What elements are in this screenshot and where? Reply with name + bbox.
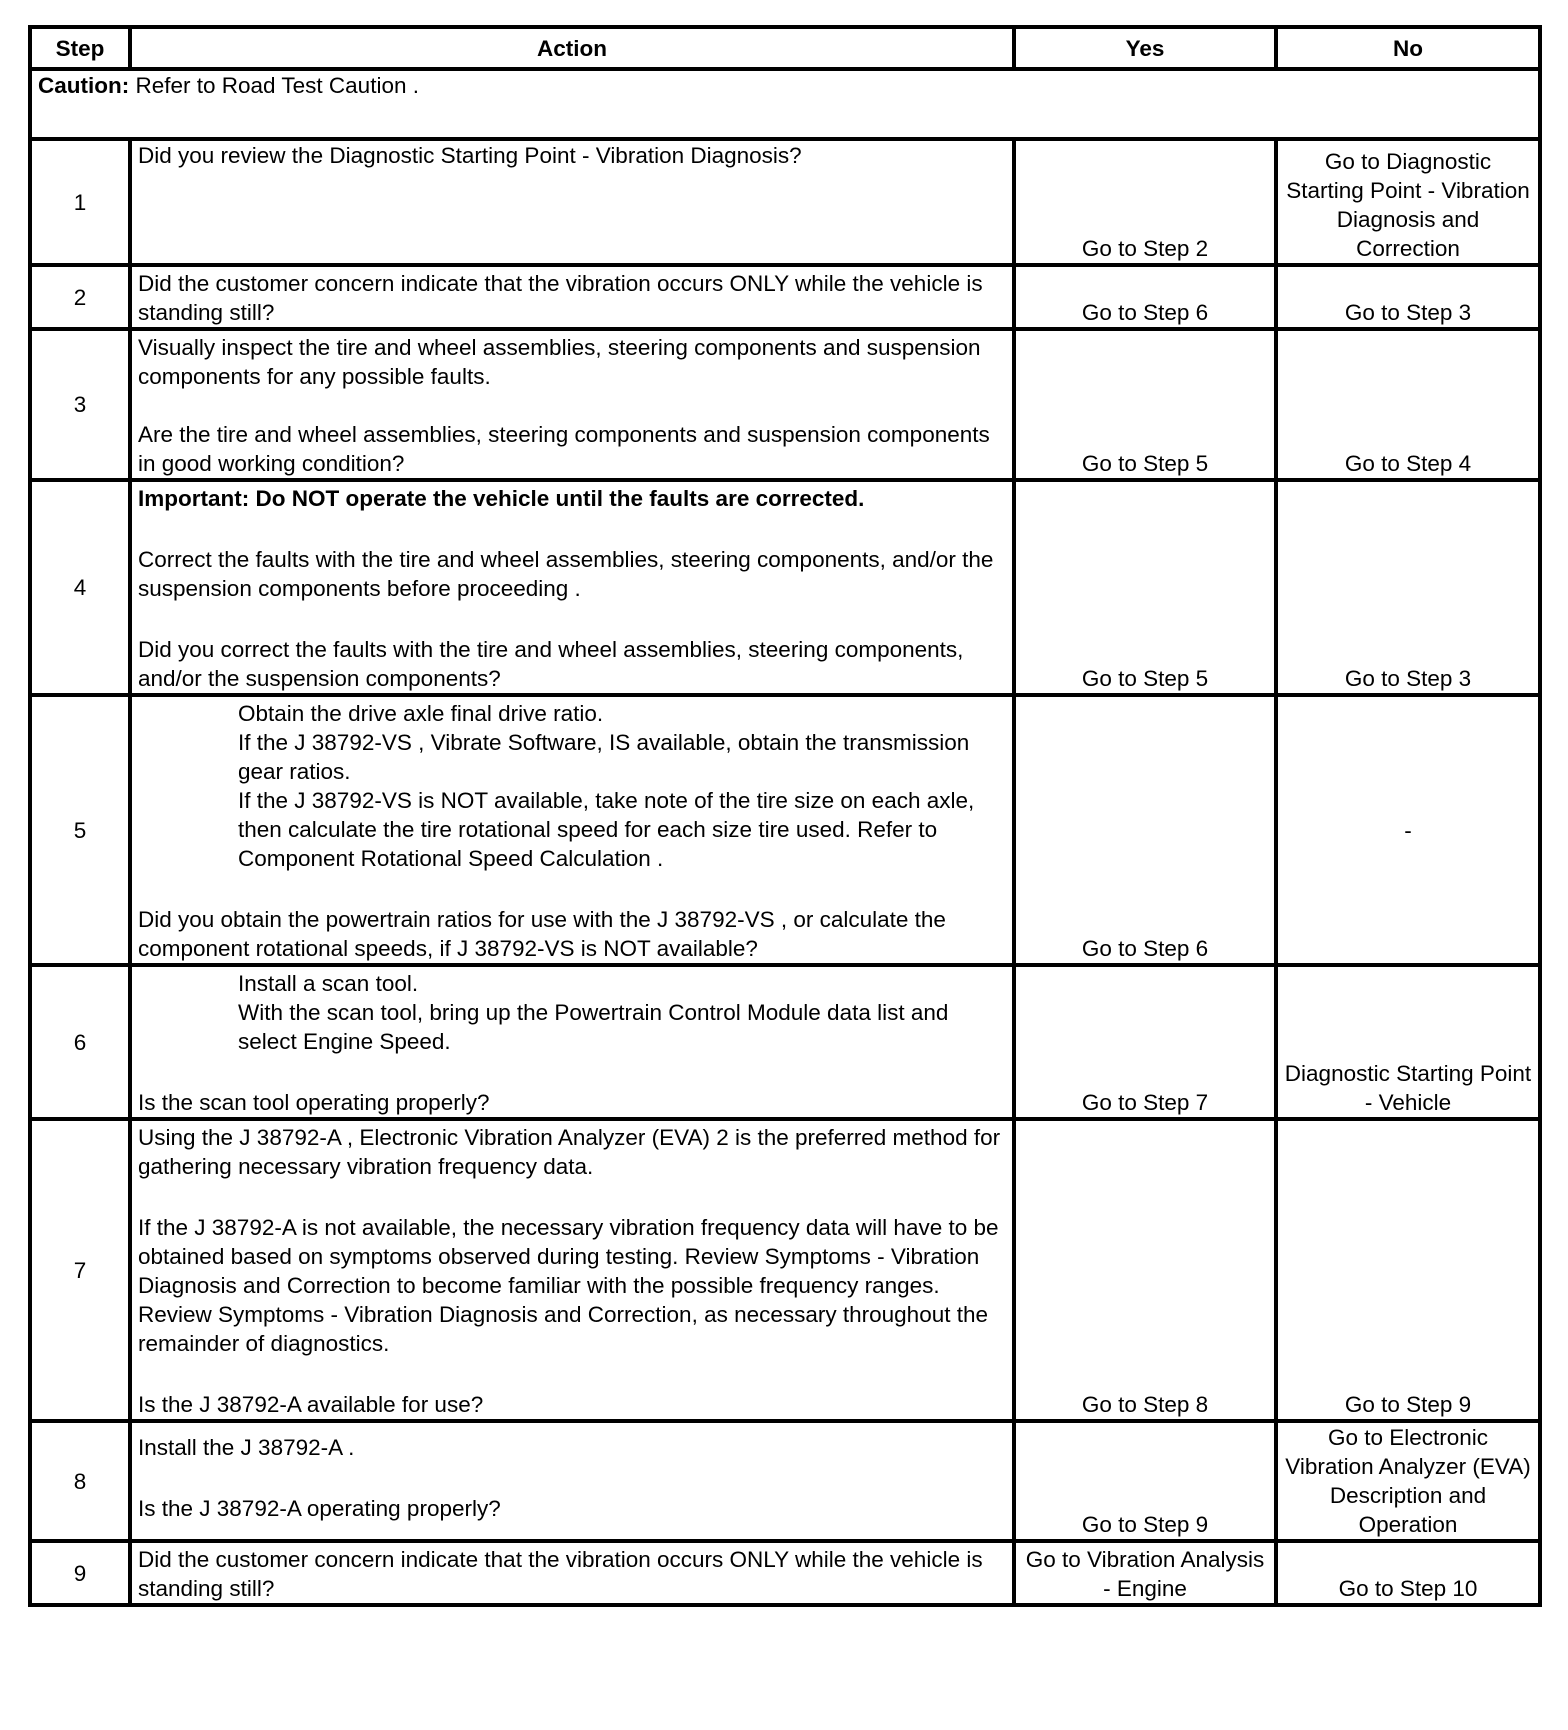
header-action: Action [130,27,1014,69]
caution-label: Caution: [38,73,130,98]
table-row [30,1119,1540,1421]
header-step: Step [30,27,130,69]
action-text: Correct the faults with the tire and wheel assemblies, steering components, and/or the suspension components before proceeding . [138,547,994,601]
caution-row [30,69,1540,139]
step-number: 3 [30,329,130,480]
no-cell: Diagnostic Starting Point - Vehicle [1276,965,1540,1119]
step-number: 1 [30,139,130,265]
yes-cell: Go to Step 8 [1014,1119,1276,1421]
no-cell: Go to Step 3 [1276,480,1540,695]
no-cell: - [1276,695,1540,965]
action-text: If the J 38792-A is not available, the necessary vibration frequency data will have to be obtained based on symptoms observed during testing. Review Symptoms - Vibration Diagnosis and Correction to become familiar with the possible frequency ranges. Review Symptoms - Vibration Diagnosis and Correction, as necessary throughout the remainder of diagnostics. [138,1215,999,1356]
action-cell [130,965,1014,1119]
list-item: Obtain the drive axle final drive ratio. [238,701,604,726]
caution-cell [30,69,1540,139]
action-cell [130,1119,1014,1421]
table-row [30,265,1540,329]
list-item: If the J 38792-VS is NOT available, take note of the tire size on each axle, then calculate the tire rotational speed for each size tire used. Refer to Component Rotational Speed Calculation . [238,788,975,871]
step-number: 5 [30,695,130,965]
table-row [30,1541,1540,1605]
yes-cell: Go to Step 5 [1014,480,1276,695]
no-cell: Go to Electronic Vibration Analyzer (EVA) Description and Operation [1276,1421,1540,1541]
no-cell: Go to Step 3 [1276,265,1540,329]
yes-cell: Go to Step 7 [1014,965,1276,1119]
action-cell [130,1421,1014,1541]
action-text: Using the J 38792-A , Electronic Vibration Analyzer (EVA) 2 is the preferred method for gathering necessary vibration frequency data. [138,1125,1001,1179]
no-cell: Go to Diagnostic Starting Point - Vibration Diagnosis and Correction [1276,139,1540,265]
action-question: Is the J 38792-A operating properly? [138,1496,501,1521]
no-cell: Go to Step 4 [1276,329,1540,480]
yes-cell: Go to Vibration Analysis - Engine [1014,1541,1276,1605]
action-cell [130,480,1014,695]
step-number: 9 [30,1541,130,1605]
list-item: If the J 38792-VS , Vibrate Software, IS available, obtain the transmission gear ratios. [238,730,970,784]
action-text: Did the customer concern indicate that the vibration occurs ONLY while the vehicle is standing still? [138,1547,983,1601]
step-number: 6 [30,965,130,1119]
table-row [30,1421,1540,1541]
table-row [30,139,1540,265]
no-cell: Go to Step 10 [1276,1541,1540,1605]
step-number: 4 [30,480,130,695]
action-text: Install the J 38792-A . [138,1435,355,1460]
action-question: Did you correct the faults with the tire and wheel assemblies, steering components, and/or the suspension components? [138,637,964,691]
header-row [30,27,1540,69]
yes-cell: Go to Step 2 [1014,139,1276,265]
no-cell: Go to Step 9 [1276,1119,1540,1421]
action-question: Did you obtain the powertrain ratios for use with the J 38792-VS , or calculate the component rotational speeds, if J 38792-VS is NOT available? [138,907,946,961]
table-row [30,965,1540,1119]
step-number: 2 [30,265,130,329]
action-question: Is the scan tool operating properly? [138,1090,490,1115]
action-cell [130,695,1014,965]
yes-cell: Go to Step 5 [1014,329,1276,480]
important-note: Important: Do NOT operate the vehicle until the faults are corrected. [138,486,865,511]
action-text: Did you review the Diagnostic Starting Point - Vibration Diagnosis? [138,143,802,168]
diagnostic-table [28,25,1542,1607]
yes-cell: Go to Step 9 [1014,1421,1276,1541]
action-cell [130,1541,1014,1605]
action-text: Did the customer concern indicate that the vibration occurs ONLY while the vehicle is standing still? [138,271,983,325]
action-text: Visually inspect the tire and wheel assemblies, steering components and suspension components for any possible faults. [138,335,981,389]
step-number: 8 [30,1421,130,1541]
caution-text: Refer to Road Test Caution . [129,73,419,98]
action-question: Are the tire and wheel assemblies, steering components and suspension components in good working condition? [138,422,990,476]
header-yes: Yes [1014,27,1276,69]
yes-cell: Go to Step 6 [1014,695,1276,965]
action-cell [130,329,1014,480]
action-question: Is the J 38792-A available for use? [138,1392,484,1417]
yes-cell: Go to Step 6 [1014,265,1276,329]
action-cell [130,265,1014,329]
list-item: Install a scan tool. [238,971,419,996]
table-row [30,695,1540,965]
table-row [30,480,1540,695]
table-row [30,329,1540,480]
action-cell [130,139,1014,265]
step-number: 7 [30,1119,130,1421]
list-item: With the scan tool, bring up the Powertrain Control Module data list and select Engine Speed. [238,1000,949,1054]
header-no: No [1276,27,1540,69]
